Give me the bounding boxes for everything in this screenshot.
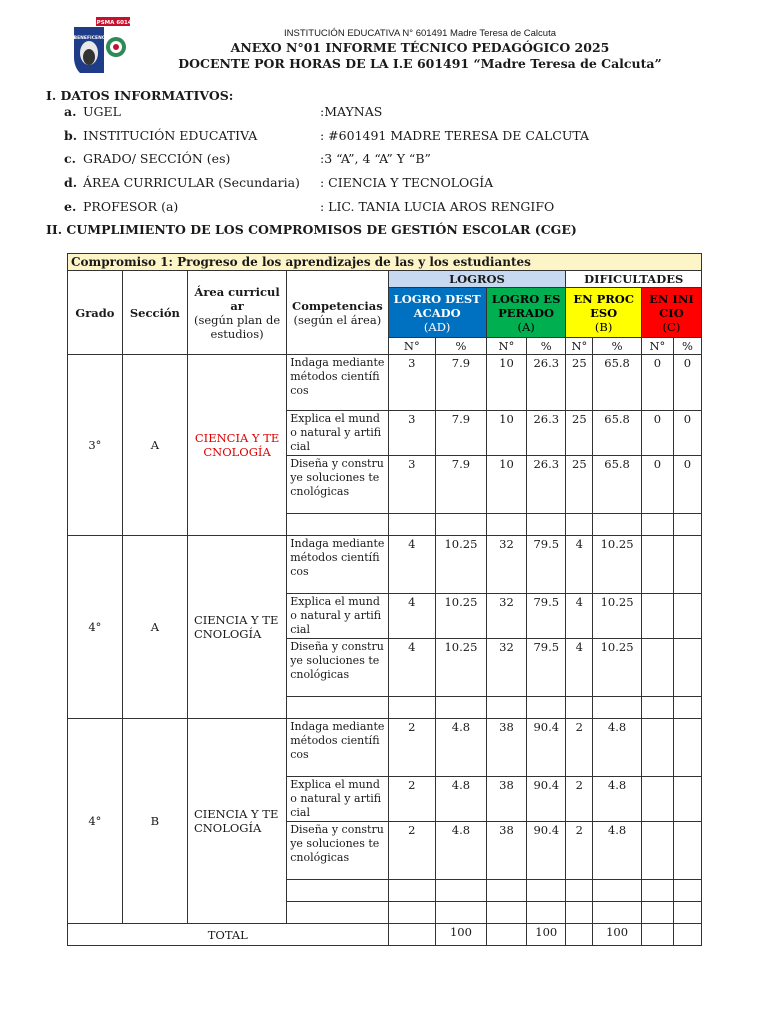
total-empty xyxy=(566,924,593,946)
institution-line: INSTITUCIÓN EDUCATIVA N° 601491 Madre Teresa de Calcuta xyxy=(283,28,556,39)
value-cell-b-n: 25 xyxy=(566,411,593,456)
competencia-cell xyxy=(287,697,388,719)
value-cell-c-n xyxy=(641,514,673,536)
value-cell-ad-p: 4.8 xyxy=(436,822,487,880)
a-label: LOGRO ESPERADO xyxy=(491,291,561,320)
pct-header: % xyxy=(673,338,701,355)
value-cell-ad-n: 3 xyxy=(388,456,436,514)
info-label: GRADO/ SECCIÓN (es) xyxy=(83,151,231,166)
value-cell-ad-p: 4.8 xyxy=(436,719,487,777)
col-competencias xyxy=(287,271,388,355)
value-cell-b-n: 2 xyxy=(566,822,593,880)
a-header xyxy=(486,288,566,338)
info-value: :3 “A”, 4 “A” Y “B” xyxy=(320,151,431,166)
area-cell: CIENCIA Y TECNOLOGÍA xyxy=(187,536,286,719)
info-row xyxy=(64,151,431,167)
value-cell-ad-n xyxy=(388,902,436,924)
info-letter: a. xyxy=(64,104,77,119)
c-header xyxy=(641,288,701,338)
title-line-2: DOCENTE POR HORAS DE LA I.E 601491 “Madre Teresa de Calcuta” xyxy=(178,56,662,71)
value-cell-b-p xyxy=(593,902,642,924)
competencia-cell: Indaga mediante métodos científicos xyxy=(287,536,388,594)
col-competencias-sub: (según el área) xyxy=(293,312,382,327)
value-cell-a-n: 38 xyxy=(486,719,526,777)
value-cell-b-p: 65.8 xyxy=(593,355,642,411)
total-empty xyxy=(673,924,701,946)
value-cell-ad-n: 2 xyxy=(388,822,436,880)
value-cell-ad-n: 2 xyxy=(388,777,436,822)
value-cell-ad-p: 4.8 xyxy=(436,777,487,822)
info-label: INSTITUCIÓN EDUCATIVA xyxy=(83,128,258,143)
value-cell-ad-p: 7.9 xyxy=(436,411,487,456)
value-cell-b-n: 25 xyxy=(566,456,593,514)
value-cell-c-n xyxy=(641,902,673,924)
total-ad-pct: 100 xyxy=(436,924,487,946)
document-title xyxy=(140,40,700,72)
value-cell-ad-n: 4 xyxy=(388,639,436,697)
value-cell-c-p xyxy=(673,514,701,536)
ad-label: LOGRO DESTACADO xyxy=(393,291,481,320)
school-logo xyxy=(70,17,140,75)
seccion-cell: B xyxy=(122,719,187,924)
value-cell-a-n xyxy=(486,880,526,902)
competencia-cell xyxy=(287,514,388,536)
value-cell-b-p: 65.8 xyxy=(593,411,642,456)
value-cell-ad-p: 10.25 xyxy=(436,536,487,594)
value-cell-ad-n xyxy=(388,514,436,536)
value-cell-a-n: 32 xyxy=(486,639,526,697)
value-cell-ad-p: 10.25 xyxy=(436,639,487,697)
value-cell-b-p: 10.25 xyxy=(593,594,642,639)
value-cell-a-p: 90.4 xyxy=(527,822,566,880)
table-row xyxy=(68,719,702,777)
cge-table xyxy=(67,253,702,946)
value-cell-c-n: 0 xyxy=(641,411,673,456)
value-cell-ad-n xyxy=(388,880,436,902)
value-cell-a-p: 26.3 xyxy=(527,355,566,411)
svg-text:I.E.PSMA 601491: I.E.PSMA 601491 xyxy=(86,20,140,26)
col-competencias-label: Competencias xyxy=(292,298,383,313)
b-header xyxy=(566,288,641,338)
value-cell-c-n xyxy=(641,719,673,777)
seccion-cell: A xyxy=(122,536,187,719)
competencia-cell: Indaga mediante métodos científicos xyxy=(287,355,388,411)
value-cell-a-n: 38 xyxy=(486,777,526,822)
value-cell-c-p xyxy=(673,594,701,639)
n-header: N° xyxy=(486,338,526,355)
n-header: N° xyxy=(641,338,673,355)
b-code: (B) xyxy=(594,319,613,334)
compromiso-title: Compromiso 1: Progreso de los aprendizajes de las y los estudiantes xyxy=(68,254,702,271)
svg-text:BENEFICENCIA: BENEFICENCIA xyxy=(73,36,111,41)
value-cell-c-p xyxy=(673,822,701,880)
value-cell-b-n xyxy=(566,514,593,536)
col-seccion: Sección xyxy=(122,271,187,355)
value-cell-c-p: 0 xyxy=(673,411,701,456)
value-cell-ad-n xyxy=(388,697,436,719)
value-cell-a-p: 79.5 xyxy=(527,639,566,697)
value-cell-c-p xyxy=(673,719,701,777)
value-cell-a-p xyxy=(527,697,566,719)
value-cell-a-n: 10 xyxy=(486,355,526,411)
value-cell-ad-n: 3 xyxy=(388,411,436,456)
ad-code: (AD) xyxy=(423,319,451,334)
value-cell-b-p: 4.8 xyxy=(593,719,642,777)
logros-header: LOGROS xyxy=(388,271,566,288)
grado-cell: 3° xyxy=(68,355,123,536)
value-cell-a-p: 90.4 xyxy=(527,719,566,777)
value-cell-c-p xyxy=(673,697,701,719)
title-line-1: ANEXO N°01 INFORME TÉCNICO PEDAGÓGICO 2025 xyxy=(230,40,610,55)
competencia-cell: Diseña y construye soluciones tecnológicas xyxy=(287,639,388,697)
value-cell-a-n xyxy=(486,902,526,924)
value-cell-b-n: 2 xyxy=(566,777,593,822)
competencia-cell: Indaga mediante métodos científicos xyxy=(287,719,388,777)
info-value: :MAYNAS xyxy=(320,104,383,119)
value-cell-a-n: 32 xyxy=(486,594,526,639)
value-cell-b-p: 65.8 xyxy=(593,456,642,514)
value-cell-b-p xyxy=(593,514,642,536)
total-empty xyxy=(641,924,673,946)
value-cell-b-p: 10.25 xyxy=(593,536,642,594)
section-1-title: I. DATOS INFORMATIVOS: xyxy=(46,88,234,103)
section-2-title: II. CUMPLIMIENTO DE LOS COMPROMISOS DE GESTIÓN ESCOLAR (CGE) xyxy=(46,222,577,237)
value-cell-b-p: 4.8 xyxy=(593,822,642,880)
area-cell: CIENCIA Y TECNOLOGÍA xyxy=(187,355,286,536)
value-cell-c-n xyxy=(641,880,673,902)
competencia-cell: Explica el mundo natural y artificial xyxy=(287,411,388,456)
info-value: : #601491 MADRE TERESA DE CALCUTA xyxy=(320,128,590,143)
value-cell-b-n: 4 xyxy=(566,639,593,697)
info-label: UGEL xyxy=(83,104,121,119)
value-cell-a-n: 10 xyxy=(486,411,526,456)
value-cell-b-n: 4 xyxy=(566,594,593,639)
info-label: ÁREA CURRICULAR (Secundaria) xyxy=(83,175,300,190)
value-cell-a-n xyxy=(486,697,526,719)
value-cell-c-p xyxy=(673,777,701,822)
competencia-cell xyxy=(287,902,388,924)
value-cell-a-p: 26.3 xyxy=(527,456,566,514)
info-letter: b. xyxy=(64,128,78,143)
value-cell-ad-n: 2 xyxy=(388,719,436,777)
pct-header: % xyxy=(593,338,642,355)
value-cell-b-n: 2 xyxy=(566,719,593,777)
value-cell-a-n: 10 xyxy=(486,456,526,514)
value-cell-ad-p xyxy=(436,514,487,536)
total-empty xyxy=(388,924,436,946)
value-cell-b-n: 4 xyxy=(566,536,593,594)
value-cell-a-p xyxy=(527,880,566,902)
total-label: TOTAL xyxy=(68,924,389,946)
col-area-sub: (según plan de estudios) xyxy=(193,312,281,341)
total-empty xyxy=(486,924,526,946)
value-cell-a-p: 79.5 xyxy=(527,594,566,639)
ad-header xyxy=(388,288,486,338)
a-code: (A) xyxy=(517,319,535,334)
col-area-label: Área curricular xyxy=(194,284,280,313)
table-row xyxy=(68,355,702,411)
value-cell-a-p xyxy=(527,514,566,536)
info-letter: e. xyxy=(64,199,77,214)
value-cell-c-n xyxy=(641,594,673,639)
info-row xyxy=(64,199,555,215)
value-cell-b-p xyxy=(593,697,642,719)
value-cell-b-p: 10.25 xyxy=(593,639,642,697)
value-cell-c-p xyxy=(673,880,701,902)
value-cell-ad-p: 10.25 xyxy=(436,594,487,639)
value-cell-a-n xyxy=(486,514,526,536)
competencia-cell: Explica el mundo natural y artificial xyxy=(287,594,388,639)
value-cell-b-n xyxy=(566,902,593,924)
value-cell-ad-p: 7.9 xyxy=(436,355,487,411)
seccion-cell: A xyxy=(122,355,187,536)
info-row xyxy=(64,104,383,120)
competencia-cell: Diseña y construye soluciones tecnológicas xyxy=(287,822,388,880)
value-cell-a-p: 79.5 xyxy=(527,536,566,594)
value-cell-b-p: 4.8 xyxy=(593,777,642,822)
n-header: N° xyxy=(388,338,436,355)
value-cell-ad-p xyxy=(436,880,487,902)
col-area xyxy=(187,271,286,355)
value-cell-ad-n: 4 xyxy=(388,594,436,639)
value-cell-ad-p: 7.9 xyxy=(436,456,487,514)
competencia-cell xyxy=(287,880,388,902)
value-cell-c-n xyxy=(641,822,673,880)
value-cell-c-n xyxy=(641,639,673,697)
grado-cell: 4° xyxy=(68,719,123,924)
value-cell-c-n: 0 xyxy=(641,456,673,514)
total-b-pct: 100 xyxy=(593,924,642,946)
info-label: PROFESOR (a) xyxy=(83,199,179,214)
value-cell-ad-p xyxy=(436,697,487,719)
competencia-cell: Explica el mundo natural y artificial xyxy=(287,777,388,822)
competencia-cell: Diseña y construye soluciones tecnológicas xyxy=(287,456,388,514)
n-header: N° xyxy=(566,338,593,355)
value-cell-c-n xyxy=(641,777,673,822)
value-cell-ad-n: 3 xyxy=(388,355,436,411)
info-row xyxy=(64,175,494,191)
value-cell-c-p xyxy=(673,639,701,697)
info-letter: d. xyxy=(64,175,78,190)
value-cell-c-p: 0 xyxy=(673,355,701,411)
info-value: : CIENCIA Y TECNOLOGÍA xyxy=(320,175,494,190)
pct-header: % xyxy=(436,338,487,355)
value-cell-b-n xyxy=(566,697,593,719)
info-value: : LIC. TANIA LUCIA AROS RENGIFO xyxy=(320,199,555,214)
value-cell-ad-p xyxy=(436,902,487,924)
area-cell: CIENCIA Y TECNOLOGÍA xyxy=(187,719,286,924)
value-cell-a-p: 90.4 xyxy=(527,777,566,822)
info-row xyxy=(64,128,590,144)
value-cell-c-n xyxy=(641,536,673,594)
value-cell-b-n: 25 xyxy=(566,355,593,411)
dificultades-header: DIFICULTADES xyxy=(566,271,702,288)
c-code: (C) xyxy=(662,319,681,334)
value-cell-c-p xyxy=(673,902,701,924)
value-cell-b-n xyxy=(566,880,593,902)
value-cell-a-n: 38 xyxy=(486,822,526,880)
pct-header: % xyxy=(527,338,566,355)
grado-cell: 4° xyxy=(68,536,123,719)
value-cell-c-p xyxy=(673,536,701,594)
value-cell-a-p: 26.3 xyxy=(527,411,566,456)
col-grado: Grado xyxy=(68,271,123,355)
total-a-pct: 100 xyxy=(527,924,566,946)
value-cell-a-n: 32 xyxy=(486,536,526,594)
value-cell-c-p: 0 xyxy=(673,456,701,514)
info-letter: c. xyxy=(64,151,76,166)
value-cell-c-n: 0 xyxy=(641,355,673,411)
value-cell-a-p xyxy=(527,902,566,924)
value-cell-b-p xyxy=(593,880,642,902)
b-label: EN PROCESO xyxy=(573,291,634,320)
value-cell-c-n xyxy=(641,697,673,719)
c-label: EN INICIO xyxy=(649,291,694,320)
value-cell-ad-n: 4 xyxy=(388,536,436,594)
table-row xyxy=(68,536,702,594)
